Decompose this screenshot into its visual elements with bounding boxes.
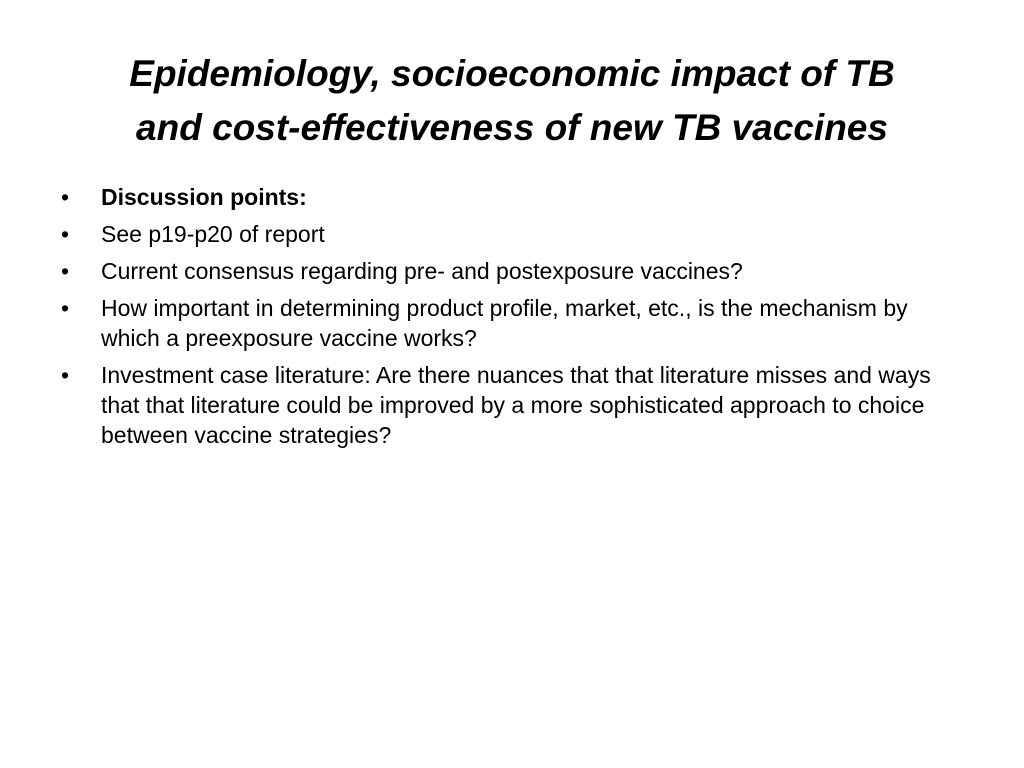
bullet-item-mechanism	[61, 293, 961, 353]
bullet-item-report-pages	[61, 219, 961, 249]
bullet-icon: •	[61, 362, 70, 388]
bullet-text: Investment case literature: Are there nuances that that literature misses and ways that that literature could be improved by a more sophisticated approach to choice between vaccine strategies?	[101, 362, 931, 448]
bullet-item-investment-case	[61, 360, 961, 450]
bullet-item-current-consensus	[61, 256, 961, 286]
bullet-text: Discussion points:	[101, 184, 307, 210]
slide-title-line-2: and cost-effectiveness of new TB vaccines	[136, 107, 888, 148]
bullet-text: See p19-p20 of report	[101, 221, 325, 247]
bullet-icon: •	[61, 258, 70, 284]
bullet-text: Current consensus regarding pre- and postexposure vaccines?	[101, 258, 743, 284]
bullet-icon: •	[61, 221, 70, 247]
bullet-icon: •	[61, 184, 70, 210]
bullet-text: How important in determining product profile, market, etc., is the mechanism by which a preexposure vaccine works?	[101, 295, 908, 351]
bullet-list	[61, 182, 961, 457]
bullet-icon: •	[61, 295, 70, 321]
bullet-item-discussion-points	[61, 182, 961, 212]
slide-title	[40, 47, 984, 155]
slide-title-line-1: Epidemiology, socioeconomic impact of TB	[129, 53, 895, 94]
